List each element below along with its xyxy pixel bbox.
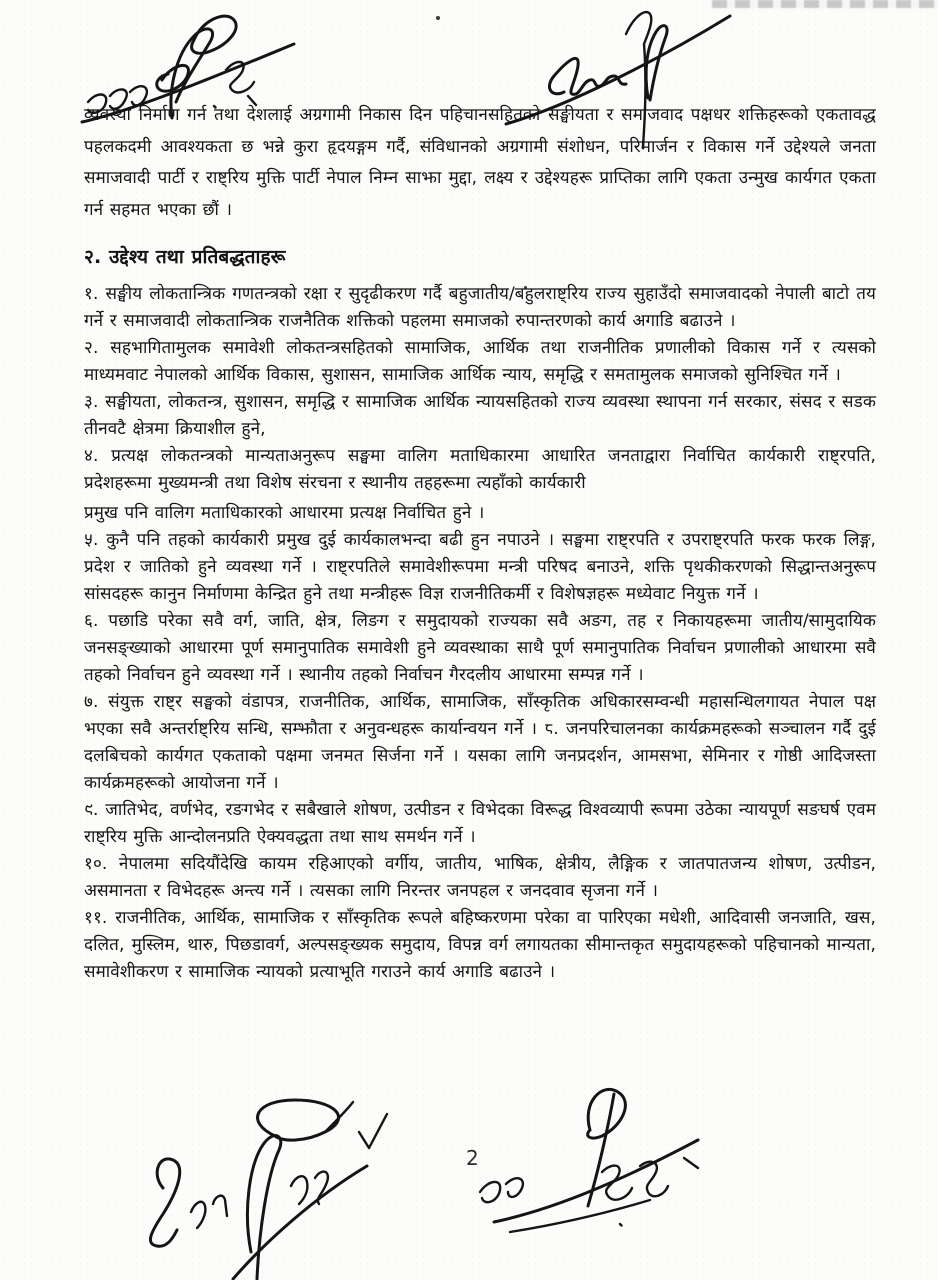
objective-item-1: १. सङ्घीय लोकतान्त्रिक गणतन्त्रको रक्षा र सुदृढीकरण गर्दै बहुजातीय/बहुलराष्ट्रिय राज्य सुहाउँदो समाजवादको नेपाली बाटो तय गर्ने र समाजवादी लोकतान्त्रिक राजनैतिक शक्तिको पहलमा समाजको रुपान्तरणको कार्य अगाडि बढाउने ।	[84, 284, 876, 331]
document-body	[84, 100, 876, 986]
objective-item-3: ३. सङ्घीयता, लोकतन्त्र, सुशासन, समृद्धि र सामाजिक आर्थिक न्यायसहितको राज्य व्यवस्था स्थापना गर्न सरकार, संसद र सडक तीनवटै क्षेत्रमा क्रियाशील हुने,	[84, 392, 876, 439]
objective-item-7-8: ७. संयुक्त राष्ट्र सङ्घको वंडापत्र, राजनीतिक, आर्थिक, सामाजिक, साँस्कृतिक अधिकारसम्वन्धी महासन्धिलगायत नेपाल पक्ष भएका सवै अन्तर्राष्ट्रिय सन्धि, सम्झौता र अनुवन्धहरू कार्यान्वयन गर्ने । ८. जनपरिचालनका कार्यक्रमहरूको सञ्चालन गर्दै दुई दलबिचको कार्यगत एकताको पक्षमा जनमत सिर्जना गर्ने । यसका लागि जनप्रदर्शन, आमसभा, सेमिनार र गोष्ठी आदिजस्ता कार्यक्रमहरूको आयोजना गर्ने ।	[84, 692, 876, 793]
objective-item-6: ६. पछाडि परेका सवै वर्ग, जाति, क्षेत्र, लिङग र समुदायको राज्यका सवै अङग, तह र निकायहरूमा जातीय/सामुदायिक जनसङ्ख्याको आधारमा पूर्ण समानुपातिक समावेशी हुने व्यवस्थाका साथै पूर्ण समानुपातिक निर्वाचन प्रणालीको आधारमा सवै तहको निर्वाचन हुने व्यवस्था गर्ने । स्थानीय तहको निर्वाचन गैरदलीय आधारमा सम्पन्न गर्ने ।	[84, 611, 876, 685]
scan-speck	[436, 16, 440, 20]
page-number: 2	[466, 1146, 479, 1170]
objective-item-9: ९. जातिभेद, वर्णभेद, रङगभेद र सबैखाले शोषण, उत्पीडन र विभेदका विरूद्ध विश्वव्यापी रूपमा उठेका न्यायपूर्ण सङघर्ष एवम राष्ट्रिय मुक्ति आन्दोलनप्रति ऐक्यवद्धता तथा साथ समर्थन गर्ने ।	[84, 800, 876, 847]
intro-paragraph: व्यवस्था निर्माण गर्न तथा देशलाई अग्रगामी निकास दिन पहिचानसहितको सङ्घीयता र समाजवाद पक्षधर शक्तिहरूको एकतावद्ध पहलकदमी आवश्यकता छ भन्ने कुरा हृदयङ्गम गर्दै, संविधानको अग्रगामी संशोधन, परिमार्जन र विकास गर्ने उद्देश्यले जनता समाजवादी पार्टी र राष्ट्रिय मुक्ति पार्टी नेपाल निम्न साझा मुद्दा, लक्ष्य र उद्देश्यहरू प्राप्तिका लागि एकता उन्मुख कार्यगत एकता गर्न सहमत भएका छौं ।	[84, 105, 876, 220]
objective-item-11: ११. राजनीतिक, आर्थिक, सामाजिक र साँस्कृतिक रूपले बहिष्करणमा परेका वा पारिएका मधेशी, आदिवासी जनजाति, खस, दलित, मुस्लिम, थारु, पिछडावर्ग, अल्पसङ्ख्यक समुदाय, विपन्न वर्ग लगायतका सीमान्तकृत समुदायहरूको पहिचानको मान्यता, समावेशीकरण र सामाजिक न्यायको प्रत्याभूति गराउने कार्य अगाडि बढाउने ।	[84, 908, 876, 982]
objective-item-2: २. सहभागितामुलक समावेशी लोकतन्त्रसहितको सामाजिक, आर्थिक तथा राजनीतिक प्रणालीको विकास गर्ने र त्यसको माध्यमवाट नेपालको आर्थिक विकास, सुशासन, सामाजिक आर्थिक न्याय, समृद्धि र समतामुलक समाजको सुनिश्चित गर्ने ।	[84, 338, 876, 385]
objective-item-5: ५. कुनै पनि तहको कार्यकारी प्रमुख दुई कार्यकालभन्दा बढी हुन नपाउने । सङ्घमा राष्ट्रपति र उपराष्ट्रपति फरक फरक लिङ्ग, प्रदेश र जातिको हुने व्यवस्था गर्ने । राष्ट्रपतिले समावेशीरूपमा मन्त्री परिषद बनाउने, शक्ति पृथकीकरणको सिद्धान्तअनुरूप सांसदहरू कानुन निर्माणमा केन्द्रित हुने तथा मन्त्रीहरू विज्ञ राजनीतिकर्मी र विशेषज्ञहरू मध्येवाट नियुक्त गर्ने ।	[84, 530, 876, 604]
section-heading: २. उद्देश्य तथा प्रतिबद्धताहरू	[84, 246, 286, 268]
bleed-through-text-strip	[712, 0, 938, 8]
objective-item-10: १०. नेपालमा सदियौंदेखि कायम रहिआएको वर्गीय, जातीय, भाषिक, क्षेत्रीय, लैङ्गिक र जातपातजन्य शोषण, उत्पीडन, असमानता र विभेदहरू अन्त्य गर्ने । त्यसका लागि निरन्तर जनपहल र जनदवाव सृजना गर्ने ।	[84, 854, 876, 901]
objective-item-4-continued: प्रमुख पनि वालिग मताधिकारको आधारमा प्रत्यक्ष निर्वाचित हुने ।	[84, 503, 485, 523]
objective-item-4: ४. प्रत्यक्ष लोकतन्त्रको मान्यताअनुरूप सङ्घमा वालिग मताधिकारमा आधारित जनताद्वारा निर्वाचित कार्यकारी राष्ट्रपति, प्रदेशहरूमा मुख्यमन्त्री तथा विशेष संरचना र स्थानीय तहहरूमा त्यहाँको कार्यकारी	[84, 446, 876, 493]
signature-bottom-left	[115, 1092, 415, 1280]
signature-bottom-right	[450, 1072, 712, 1244]
